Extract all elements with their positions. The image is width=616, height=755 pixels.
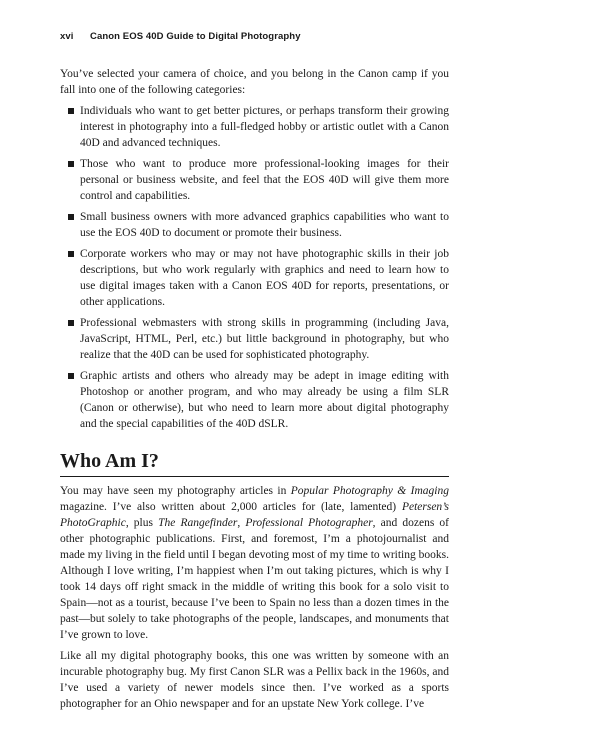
body-paragraph xyxy=(60,483,449,643)
list-item xyxy=(60,246,449,310)
intro-paragraph: You’ve selected your camera of choice, and you belong in the Canon camp if you fall into one of the following categories: xyxy=(60,68,449,96)
publication-title: Professional Photographer xyxy=(245,517,373,529)
list-item xyxy=(60,209,449,241)
list-item xyxy=(60,103,449,151)
list-item-text: Graphic artists and others who already may be adept in image editing with Photoshop or another program, and who may already be using a film SLR (Canon or otherwise), but who need to learn more about digital photography and the special capabilities of the 40D dSLR. xyxy=(80,370,449,430)
book-title: Canon EOS 40D Guide to Digital Photography xyxy=(90,31,301,42)
category-list xyxy=(60,103,449,432)
square-bullet-icon xyxy=(68,108,74,114)
list-item xyxy=(60,315,449,363)
running-header xyxy=(60,31,301,42)
list-item-text: Professional webmasters with strong skills in programming (including Java, JavaScript, HTML, Perl, etc.) but little background in photography, but who realize that the 40D can be used for sophisticated photography. xyxy=(80,317,449,361)
page-body xyxy=(60,66,449,712)
paragraph-text: , and dozens of other photographic publications. First, and foremost, I’m a photojournalist and made my living in the field until I began devoting most of my time to writing books. Although I love writing, I’m happiest when I’m out taking pictures, which is why I took 14 days off right smack in the middle of writing this book for a solo visit to Spain—not as a tourist, because I’ve been to Spain no less than a dozen times in the past—but solely to take photographs of the people, landscapes, and monuments that I’ve grown to love. xyxy=(60,517,450,641)
publication-title: The Rangefinder xyxy=(158,517,238,529)
square-bullet-icon xyxy=(68,320,74,326)
square-bullet-icon xyxy=(68,373,74,379)
paragraph-text: You may have seen my photography articles in xyxy=(60,485,291,497)
paragraph-text: , xyxy=(237,517,246,529)
paragraph-text: , plus xyxy=(125,517,159,529)
section-heading: Who Am I? xyxy=(60,449,449,477)
list-item-text: Small business owners with more advanced graphics capabilities who want to use the EOS 40D to document or promote their business. xyxy=(80,211,449,239)
square-bullet-icon xyxy=(68,251,74,257)
list-item-text: Corporate workers who may or may not have photographic skills in their job descriptions, but who work regularly with graphics and need to learn how to use digital images taken with a Canon EOS 40D for reports, presentations, or other applications. xyxy=(80,248,449,308)
list-item-text: Individuals who want to get better pictures, or perhaps transform their growing interest in photography into a full-fledged hobby or artistic outlet with a Canon 40D and advanced techniques. xyxy=(80,105,449,149)
list-item-text: Those who want to produce more professional-looking images for their personal or business website, and feel that the EOS 40D will give them more control and capabilities. xyxy=(80,158,449,202)
body-paragraph: Like all my digital photography books, this one was written by someone with an incurable photography bug. My first Canon SLR was a Pellix back in the 1960s, and I’ve used a variety of newer models since then. I’ve worked as a sports photographer for an Ohio newspaper and for an upstate New York college. I’ve xyxy=(60,650,449,710)
page-number: xvi xyxy=(60,31,74,42)
publication-title: Petersen’s PhotoGraphic xyxy=(60,501,449,529)
list-item xyxy=(60,156,449,204)
publication-title: Popular Photography & Imaging xyxy=(290,485,449,497)
square-bullet-icon xyxy=(68,161,74,167)
list-item xyxy=(60,368,449,432)
paragraph-text: magazine. I’ve also written about 2,000 articles for (late, lamented) xyxy=(60,501,402,513)
square-bullet-icon xyxy=(68,214,74,220)
